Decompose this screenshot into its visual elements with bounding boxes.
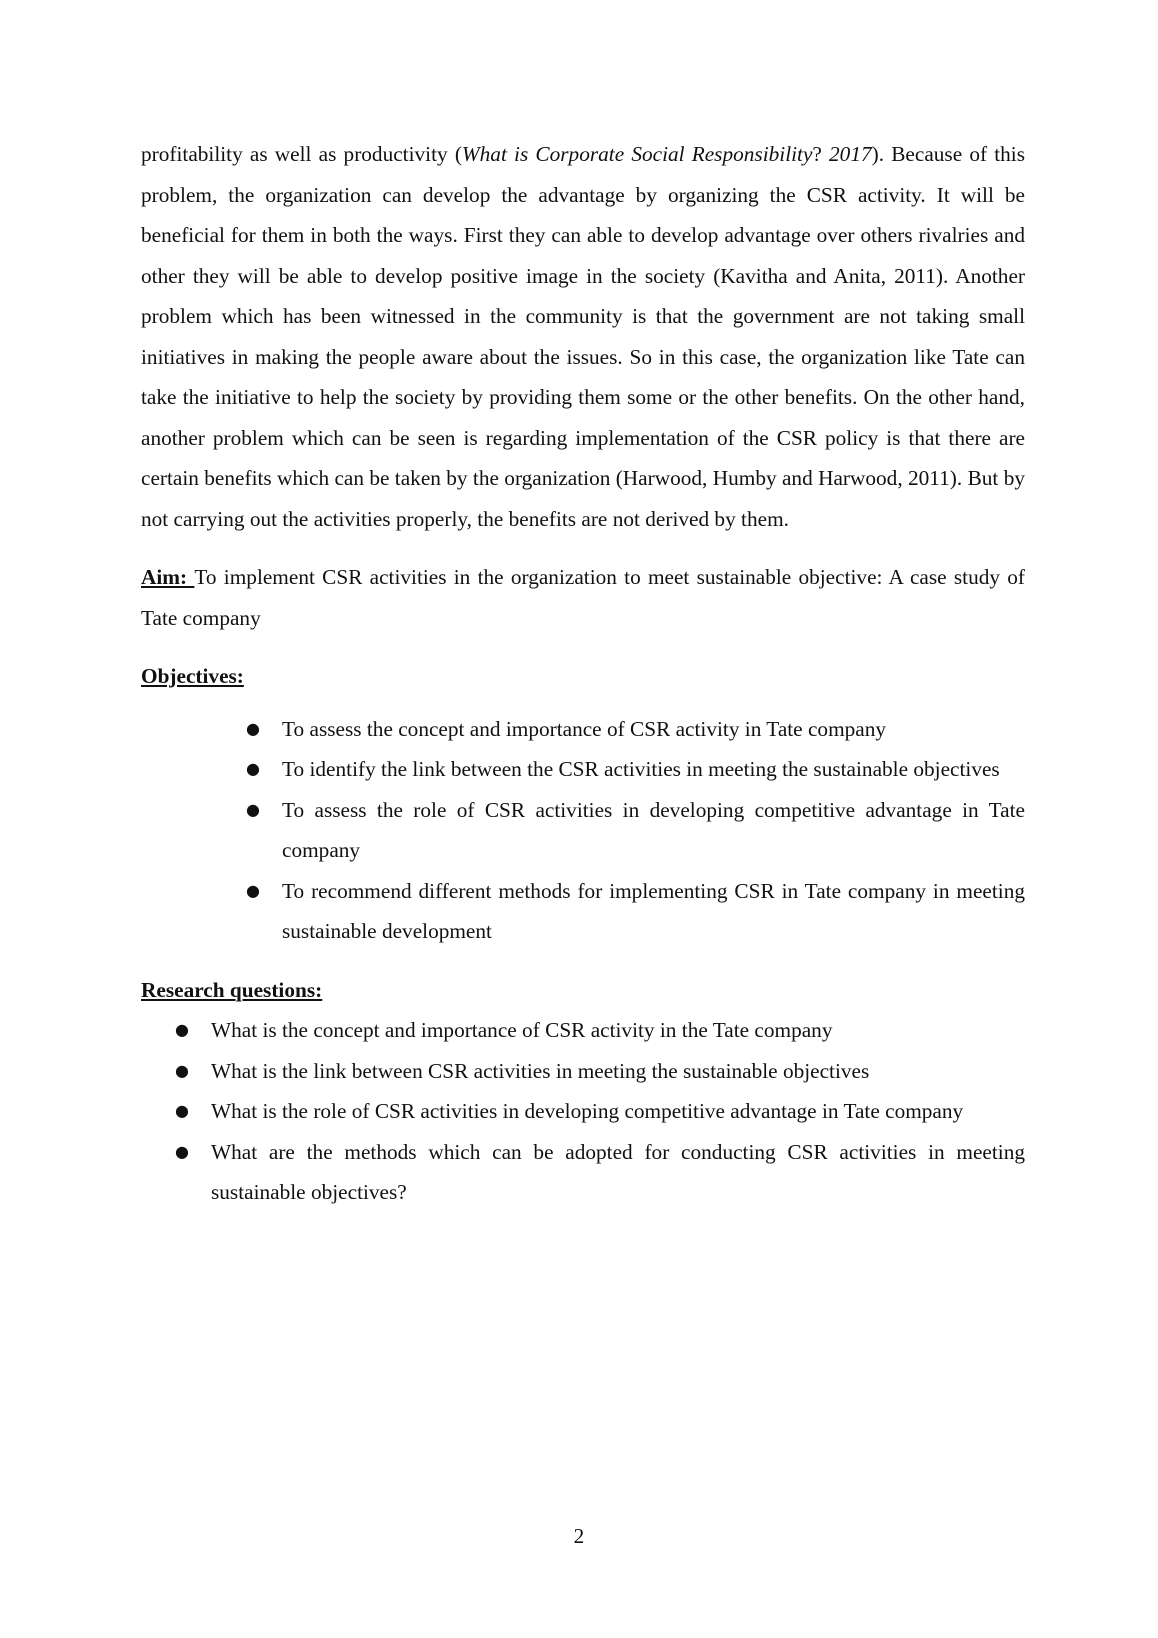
research-question-text: What is the link between CSR activities in meeting the sustainable objectives: [211, 1058, 870, 1083]
list-item: [246, 871, 1025, 952]
aim-paragraph: [141, 557, 1025, 638]
bullet-icon: ●: [246, 880, 260, 900]
list-item: [175, 1010, 1025, 1051]
bullet-icon: ●: [246, 718, 260, 738]
bullet-icon: ●: [175, 1141, 189, 1161]
bullet-icon: ●: [175, 1101, 189, 1120]
citation-title: What is Corporate Social Responsibility: [461, 142, 813, 166]
aim-text: To implement CSR activities in the organization to meet sustainable objective: A case study of Tate company: [141, 565, 1025, 630]
objectives-heading: Objectives:: [141, 664, 244, 688]
research-question-text: What is the concept and importance of CSR activity in the Tate company: [211, 1018, 833, 1042]
bullet-icon: ●: [246, 759, 260, 778]
intro-text-start: profitability as well as productivity (: [141, 142, 462, 166]
list-item: [246, 709, 1025, 750]
list-item: [175, 1132, 1025, 1213]
aim-label: Aim:: [141, 565, 195, 589]
list-item: [246, 790, 1025, 871]
objectives-list: [246, 709, 1025, 952]
bullet-icon: ●: [175, 1020, 189, 1039]
research-question-text: What are the methods which can be adopted for conducting CSR activities in meeting sustainable objectives?: [211, 1139, 1025, 1204]
objective-text: To assess the role of CSR activities in developing competitive advantage in Tate company: [282, 797, 1025, 862]
list-item: [175, 1051, 1025, 1092]
research-question-text: What is the role of CSR activities in developing competitive advantage in Tate company: [211, 1099, 964, 1123]
citation-question-mark: ?: [812, 142, 830, 166]
bullet-icon: ●: [175, 1060, 189, 1080]
research-questions-list: [175, 1010, 1025, 1213]
objective-text: To recommend different methods for implementing CSR in Tate company in meeting sustainable development: [282, 878, 1025, 943]
page-content: [141, 134, 1025, 1213]
objective-text: To assess the concept and importance of CSR activity in Tate company: [282, 716, 887, 741]
page-number: 2: [573, 1524, 585, 1548]
intro-paragraph: [141, 134, 1025, 539]
objective-text: To identify the link between the CSR activities in meeting the sustainable objectives: [282, 757, 1000, 781]
intro-text-rest: ). Because of this problem, the organization can develop the advantage by organizing the CSR activity. It will be beneficial for them in both the ways. First they can able to develop advantage over others rivalries and other they will be able to develop positive image in the society (Kavitha and Anita, 2011). Another problem which has been witnessed in the community is that the government are not taking small initiatives in making the people aware about the issues. So in this case, the organization like Tate can take the initiative to help the society by providing them some or the other benefits. On the other hand, another problem which can be seen is regarding implementation of the CSR policy is that there are certain benefits which can be taken by the organization (Harwood, Humby and Harwood, 2011). But by not carrying out the activities properly, the benefits are not derived by them.: [141, 142, 1026, 531]
citation-year: 2017: [829, 142, 872, 166]
list-item: [175, 1091, 1025, 1132]
bullet-icon: ●: [246, 799, 260, 819]
research-questions-heading: Research questions:: [141, 977, 323, 1002]
list-item: [246, 749, 1025, 790]
